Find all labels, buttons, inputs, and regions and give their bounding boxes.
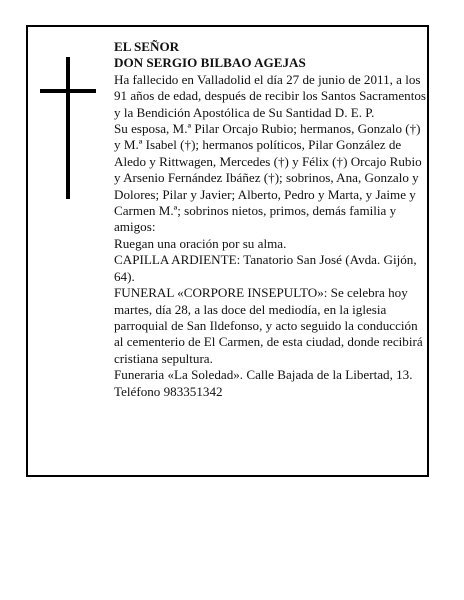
obituary-notice: [26, 25, 429, 477]
notice-text: [114, 39, 430, 400]
chapel-info: CAPILLA ARDIENTE: Tanatorio San José (Avda. Gijón, 64).: [114, 252, 417, 284]
cross-vertical-bar: [66, 57, 70, 199]
cross-horizontal-bar: [40, 89, 96, 93]
announcement-paragraph: Ha fallecido en Valladolid el día 27 de junio de 2011, a los 91 años de edad, después de recibir los Santos Sacramentos y la Bendición Apostólica de Su Santidad D. E. P.: [114, 71, 426, 120]
title-line-1: EL SEÑOR: [114, 39, 180, 54]
family-paragraph: Su esposa, M.ª Pilar Orcajo Rubio; hermanos, Gonzalo (†) y M.ª Isabel (†); hermanos políticos, Pilar González de Aledo y Rittwagen, Mercedes (†) y Félix (†) Orcajo Rubio y Arsenio Fernández Ibáñez (†); sobrinos, Ana, Gonzalo y Dolores; Pilar y Javier; Alberto, Pedro y Marta, y Jaime y Carmen M.ª; sobrinos nietos, primos, demás familia y amigos:: [114, 121, 422, 235]
funeral-info: FUNERAL «CORPORE INSEPULTO»: Se celebra hoy martes, día 28, a las doce del mediodía, en la iglesia parroquial de San Ildefonso, y acto seguido la conducción al cementerio de El Carmen, de esta ciudad, donde recibirá cristiana sepultura.: [114, 285, 423, 366]
prayer-request: Ruegan una oración por su alma.: [114, 235, 287, 251]
deceased-name: DON SERGIO BILBAO AGEJAS: [114, 55, 306, 71]
funeral-home-info: Funeraria «La Soledad». Calle Bajada de la Libertad, 13. Teléfono 983351342: [114, 367, 413, 399]
